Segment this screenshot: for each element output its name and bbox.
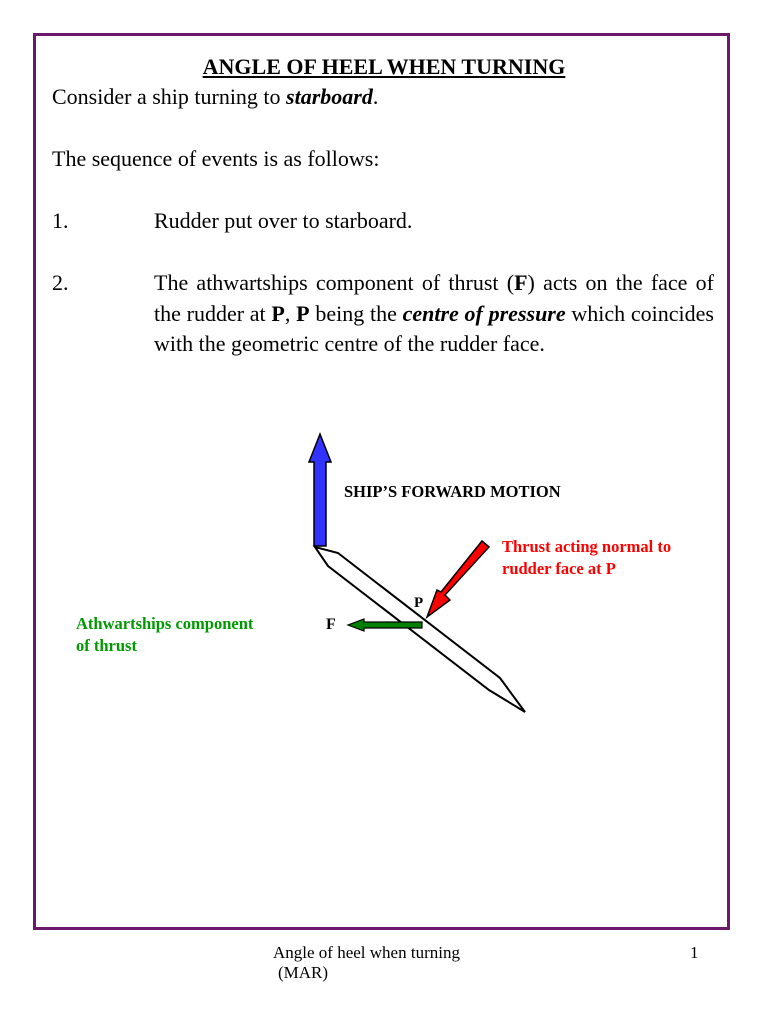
thrust-label: Thrust acting normal to rudder face at P bbox=[502, 537, 672, 578]
sequence-line: The sequence of events is as follows: bbox=[52, 146, 380, 171]
step-number: 1. bbox=[52, 208, 69, 233]
thrust-arrow bbox=[427, 541, 489, 617]
intro-suffix: . bbox=[372, 84, 379, 109]
athwartships-label: Athwartships component of thrust bbox=[76, 614, 254, 655]
page-title: ANGLE OF HEEL WHEN TURNING bbox=[202, 54, 566, 79]
forward-motion-label: SHIP’S FORWARD MOTION bbox=[344, 482, 561, 501]
intro-text: Consider a ship turning to bbox=[52, 84, 287, 109]
rudder-shape bbox=[315, 547, 525, 712]
step-text: Rudder put over to starboard. bbox=[154, 208, 413, 233]
page-number: 1 bbox=[690, 943, 699, 962]
p-label: P bbox=[414, 595, 424, 611]
forward-motion-arrow bbox=[309, 434, 331, 546]
step-text: The athwartships component of thrust (F) acts on the face of the rudder at P, P being the centre of pressure which coincides with the geometric centre of the rudder face. bbox=[154, 270, 714, 356]
step-number: 2. bbox=[52, 270, 69, 295]
intro-emphasis: starboard bbox=[286, 84, 373, 109]
f-label: F bbox=[326, 616, 336, 633]
footer-title: Angle of heel when turning (MAR) bbox=[273, 943, 460, 982]
